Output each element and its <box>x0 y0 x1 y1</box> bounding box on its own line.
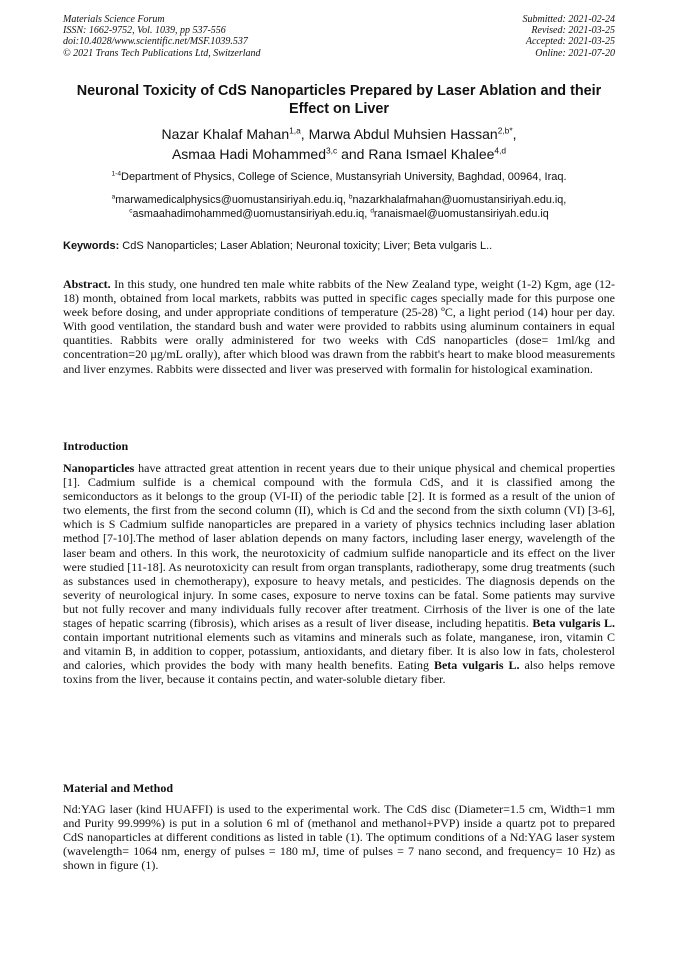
email-link[interactable]: ranaismael@uomustansiriyah.edu.iq <box>373 208 549 220</box>
paper-title: Neuronal Toxicity of CdS Nanoparticles Prepared by Laser Ablation and their Effect on Liver <box>76 83 602 117</box>
author-separator: , <box>512 126 517 142</box>
intro-beta-term: Beta vulgaris L. <box>433 658 520 673</box>
intro-text: contain important nutritional elements such as vitamins and minerals such as folate, manganese, iron, vitamin C and vitamin B, in addition to copper, potassium, antioxidants, and dietary fiber. It is also low in fats, cholesterol and calories, which provides the body with many health benefits. Eating <box>63 630 615 673</box>
method-heading: Material and Method <box>63 781 173 795</box>
author-affiliation-mark: 4,d <box>494 145 507 156</box>
abstract-text: In this study, one hundred ten male white rabbits of the New Zealand type, weight (1-2) Kgm, age (12-18) month, obtained from local markets, rabbits was putted in specific cages specially made for this purpose one week before dosing, and under appropriate conditions of temperature (25-28) ºC, a light period (14) hour per day. With good ventilation, the standard bush and water were provided to rabbits using aluminum containers in equal quantities. Rabbits were orally administered for two weeks with CdS nanoparticles (dose= 1ml/kg and concentration=20 µg/mL orally), after which blood was drawn from the rabbit's heart to make blood measurements and liver enzymes. Rabbits were dissected and liver was preserved with formalin for histological examination. <box>63 277 615 376</box>
journal-header-left <box>63 14 261 59</box>
author-affiliation-mark: 3,c <box>326 145 338 156</box>
abstract <box>63 277 615 376</box>
intro-text: have attracted great attention in recent years due to their unique physical and chemical properties [1]. Cadmium sulfide is a chemical compound with the formula CdS, and it is classified among the semiconductors as it belongs to the group (VI-II) of the periodic table [2]. It is formed as a result of the union of two elements, the first from the second column (II), which is Cd and the second from the sixth column (VI) [3-6], which is S Cadmium sulfide nanoparticles are prepared in a variety of physics technics including laser ablation method [7-10].The method of laser ablation depends on many factors, including laser energy, wavelength of the laser beam and others. In this work, the neurotoxicity of cadmium sulfide nanoparticle and its effect on the liver were studied [11-18]. As neurotoxicity can result from organ transplants, radiotherapy, some drug treatments (such as substances used in chemotherapy), exposure to heavy metals, and pesticides. The diagnosis depends on the severity of neurological injury. In some cases, exposure to nerve toxins can be fatal. Some patients may survive but not fully recover and many individuals fully recover after treatment. Cirrhosis of the liver is one of the late stages of hepatic scarring (fibrosis), which arises as a result of liver disease, including hepatitis. <box>63 461 615 631</box>
journal-name: Materials Science Forum <box>63 14 165 25</box>
intro-beta-term: Beta vulgaris L. <box>532 616 615 631</box>
intro-text: also helps remove toxins from the liver, because it contains pectin, and water-soluble dietary fiber. <box>63 658 615 687</box>
author-name: Asmaa Hadi Mohammed <box>171 146 326 162</box>
keywords-label: Keywords: <box>63 240 120 252</box>
email-link[interactable]: marwamedicalphysics@uomustansiriyah.edu.iq, <box>115 194 349 206</box>
accepted-date: Accepted: 2021-03-25 <box>525 36 615 48</box>
intro-lead-term: Nanoparticles <box>63 461 135 475</box>
email-mark: b <box>348 193 353 201</box>
introduction-heading: Introduction <box>63 439 129 453</box>
author-emails <box>60 193 618 221</box>
author-name: Nazar Khalaf Mahan <box>161 126 290 142</box>
email-mark: d <box>370 207 374 215</box>
author-separator: , <box>300 126 309 142</box>
email-link[interactable]: nazarkhalafmahan@uomustansiriyah.edu.iq, <box>352 194 567 206</box>
keywords <box>63 239 615 253</box>
author-affiliation-mark: 2,b* <box>497 125 513 136</box>
affiliation-text: Department of Physics, College of Science, Mustansyriah University, Baghdad, 00964, Iraq. <box>121 171 567 183</box>
abstract-label: Abstract. <box>63 277 111 291</box>
copyright-line: © 2021 Trans Tech Publications Ltd, Switzerland <box>63 47 261 59</box>
author-conjunction: and <box>337 146 369 162</box>
author-name: Marwa Abdul Muhsien Hassan <box>308 126 498 142</box>
affiliation-mark: 1-4 <box>111 170 121 178</box>
email-mark: c <box>129 207 133 215</box>
author-affiliation-mark: 1,a <box>289 125 301 136</box>
author-list <box>60 124 618 164</box>
affiliation <box>60 170 618 184</box>
journal-header-right <box>523 14 616 59</box>
method-body: Nd:YAG laser (kind HUAFFI) is used to the experimental work. The CdS disc (Diameter=1.5 cm, Width=1 mm and Purity 99.999%) is put in a solution 6 ml of (methanol and methanol+PVP) inside a quartz pot to prepared CdS nanoparticles at different conditions as listed in table (1). The optimum conditions of a Nd:YAG laser system (wavelength= 1064 nm, energy of pulses = 180 mJ, time of pulses = 7 nano second, and frequency= 10 Hz) as shown in figure (1). <box>63 802 615 873</box>
keywords-text: CdS Nanoparticles; Laser Ablation; Neuronal toxicity; Liver; Beta vulgaris L.. <box>119 240 493 252</box>
online-date: Online: 2021-07-20 <box>535 47 615 59</box>
introduction-body <box>63 461 615 687</box>
issn-line: ISSN: 1662-9752, Vol. 1039, pp 537-556 <box>63 25 226 37</box>
doi-line[interactable]: doi:10.4028/www.scientific.net/MSF.1039.537 <box>63 36 248 48</box>
submitted-date: Submitted: 2021-02-24 <box>522 14 615 25</box>
revised-date: Revised: 2021-03-25 <box>531 25 615 37</box>
author-name: Rana Ismael Khalee <box>368 146 495 162</box>
email-mark: a <box>111 193 116 201</box>
email-link[interactable]: asmaahadimohammed@uomustansiriyah.edu.iq, <box>132 208 371 220</box>
